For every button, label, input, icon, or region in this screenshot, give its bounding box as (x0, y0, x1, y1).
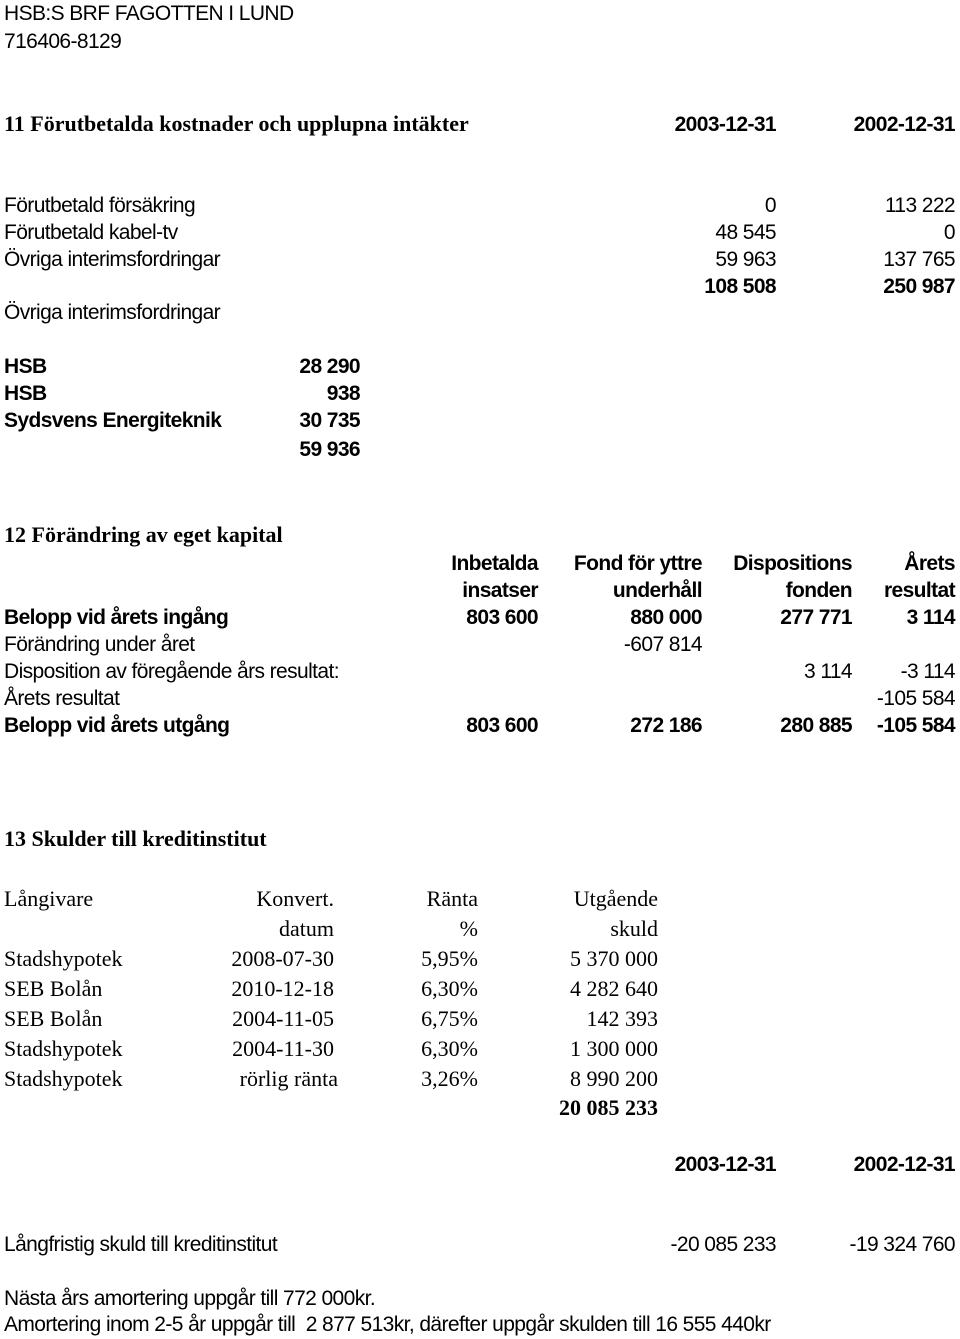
org-number: 716406-8129 (4, 30, 122, 53)
note11-sub-row-value: 30 735 (299, 409, 360, 432)
note12-col-header: underhåll (612, 579, 702, 602)
note12-col-header: Dispositions (733, 552, 852, 575)
note12-cell: 3 114 (906, 606, 955, 629)
amortization-note: Amortering inom 2-5 år uppgår till 2 877 513kr, därefter uppgår skulden till 16 555 440kr (4, 1313, 771, 1336)
note13-header-rate: Ränta (426, 886, 478, 911)
long-term-debt-2003: -20 085 233 (670, 1233, 776, 1256)
note11-sub-row-label: Sydsvens Energiteknik (4, 409, 222, 432)
note11-sub-row-value: 938 (326, 382, 360, 405)
loan-date: rörlig ränta (239, 1066, 338, 1091)
note11-row-value-2002: 137 765 (883, 248, 955, 271)
loan-date: 2010-12-18 (231, 976, 334, 1001)
long-term-debt-2002: -19 324 760 (849, 1233, 955, 1256)
loan-date: 2008-07-30 (231, 946, 334, 971)
loan-lender: Stadshypotek (4, 946, 123, 971)
amortization-note: Nästa års amortering uppgår till 772 000kr. (4, 1287, 376, 1310)
note11-row-label: Förutbetald försäkring (4, 194, 196, 217)
note11-sub-row-value: 28 290 (299, 355, 360, 378)
note13-header-outstanding: skuld (610, 916, 658, 941)
note11-row-label: Förutbetald kabel-tv (4, 221, 178, 244)
note12-cell: 280 885 (780, 714, 852, 737)
note13-title: 13 Skulder till kreditinstitut (4, 826, 267, 851)
note12-row-label: Belopp vid årets utgång (4, 714, 230, 737)
loan-amount: 1 300 000 (570, 1036, 658, 1061)
note13-col2-header: 2002-12-31 (853, 1153, 955, 1176)
note11-row-value-2003: 48 545 (715, 221, 776, 244)
loan-rate: 6,30% (421, 976, 478, 1001)
note12-row-label: Disposition av föregående års resultat: (4, 660, 339, 683)
loan-amount: 8 990 200 (570, 1066, 658, 1091)
note12-cell: -105 584 (876, 687, 955, 710)
note11-row-label: Övriga interimsfordringar (4, 248, 221, 271)
loan-lender: SEB Bolån (4, 976, 103, 1001)
note12-row-label: Belopp vid årets ingång (4, 606, 229, 629)
note11-col2-header: 2002-12-31 (853, 113, 955, 136)
note13-header-rate: % (459, 916, 478, 941)
note11-col1-header: 2003-12-31 (674, 113, 776, 136)
loan-rate: 6,30% (421, 1036, 478, 1061)
loans-total: 20 085 233 (559, 1095, 658, 1120)
loan-rate: 3,26% (421, 1066, 478, 1091)
loan-date: 2004-11-30 (232, 1036, 334, 1061)
loan-rate: 5,95% (421, 946, 478, 971)
note13-header-conv: Konvert. (256, 886, 334, 911)
org-name: HSB:S BRF FAGOTTEN I LUND (4, 2, 294, 25)
note12-cell: 277 771 (780, 606, 852, 629)
loan-rate: 6,75% (421, 1006, 478, 1031)
note13-header-conv: datum (279, 916, 334, 941)
note12-row-label: Förändring under året (4, 633, 195, 656)
note11-row-value-2003: 0 (764, 194, 776, 217)
note12-col-header: resultat (883, 579, 955, 602)
note11-row-value-2002: 0 (943, 221, 955, 244)
note13-col1-header: 2003-12-31 (674, 1153, 776, 1176)
note11-sub-total: 59 936 (299, 438, 360, 461)
note11-row-value-2002: 113 222 (884, 194, 955, 217)
note12-col-header: fonden (785, 579, 852, 602)
note12-cell: -607 814 (623, 633, 702, 656)
note12-cell: -3 114 (900, 660, 955, 683)
note12-cell: 803 600 (466, 714, 538, 737)
loan-lender: SEB Bolån (4, 1006, 103, 1031)
note11-row-value-2003: 59 963 (715, 248, 776, 271)
loan-amount: 5 370 000 (570, 946, 658, 971)
note12-col-header: Årets (904, 552, 955, 575)
long-term-debt-label: Långfristig skuld till kreditinstitut (4, 1233, 278, 1256)
note12-cell: 880 000 (630, 606, 702, 629)
loan-amount: 142 393 (586, 1006, 658, 1031)
note11-title: 11 Förutbetalda kostnader och upplupna intäkter (4, 111, 469, 136)
note11-sub-row-label: HSB (4, 355, 47, 378)
note12-cell: 3 114 (804, 660, 852, 683)
note12-row-label: Årets resultat (4, 687, 120, 710)
loan-amount: 4 282 640 (570, 976, 658, 1001)
loan-lender: Stadshypotek (4, 1066, 123, 1091)
note13-header-outstanding: Utgående (573, 886, 658, 911)
note12-col-header: insatser (462, 579, 538, 602)
note12-col-header: Fond för yttre (573, 552, 702, 575)
note11-total-2002: 250 987 (883, 275, 955, 298)
note12-col-header: Inbetalda (451, 552, 538, 575)
note11-total-2003: 108 508 (704, 275, 776, 298)
loan-lender: Stadshypotek (4, 1036, 123, 1061)
note12-title: 12 Förändring av eget kapital (4, 522, 283, 547)
loan-date: 2004-11-05 (232, 1006, 334, 1031)
note12-cell: -105 584 (876, 714, 955, 737)
note11-sub-row-label: HSB (4, 382, 47, 405)
note13-header-lender: Långivare (4, 886, 94, 911)
note11-sub-title: Övriga interimsfordringar (4, 301, 221, 324)
note12-cell: 272 186 (630, 714, 702, 737)
note12-cell: 803 600 (466, 606, 538, 629)
